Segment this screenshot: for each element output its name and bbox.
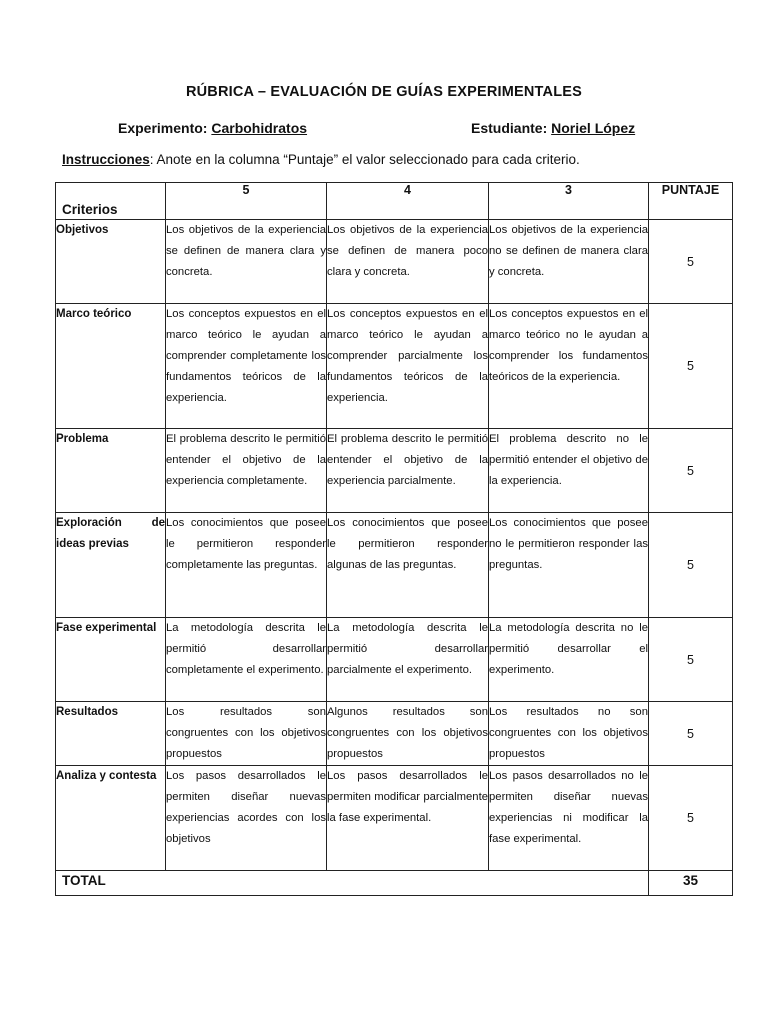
level-3-cell: Los objetivos de la experiencia no se definen de manera clara y concreta.: [489, 220, 649, 304]
instructions-label: Instrucciones: [62, 152, 150, 167]
criterion-cell: Analiza y contesta: [56, 766, 166, 871]
table-row: [56, 766, 733, 871]
criterion-cell: Exploración de ideas previas: [56, 513, 166, 618]
level-5-cell: Los objetivos de la experiencia se definen de manera clara y concreta.: [166, 220, 327, 304]
level-3-cell: Los conocimientos que posee no le permitieron responder las preguntas.: [489, 513, 649, 618]
table-row: [56, 618, 733, 702]
total-value: 35: [649, 871, 733, 896]
student-label: Estudiante:: [471, 120, 548, 136]
header-puntaje: PUNTAJE: [649, 183, 733, 220]
score-cell: 5: [649, 766, 733, 871]
table-row: [56, 702, 733, 766]
header-criterios: Criterios: [56, 183, 166, 220]
rubric-table: [55, 182, 733, 896]
score-cell: 5: [649, 513, 733, 618]
experiment-value: Carbohidratos: [211, 120, 308, 136]
level-3-cell: La metodología descrita no le permitió desarrollar el experimento.: [489, 618, 649, 702]
table-header-row: [56, 183, 733, 220]
instructions-text: : Anote en la columna “Puntaje” el valor seleccionado para cada criterio.: [149, 152, 580, 167]
level-4-cell: El problema descrito le permitió entender el objetivo de la experiencia parcialmente.: [327, 429, 489, 513]
experiment-label: Experimento:: [118, 120, 208, 136]
level-3-cell: El problema descrito no le permitió entender el objetivo de la experiencia.: [489, 429, 649, 513]
level-3-cell: Los conceptos expuestos en el marco teórico no le ayudan a comprender los fundamentos teóricos de la experiencia.: [489, 304, 649, 429]
score-cell: 5: [649, 429, 733, 513]
table-row: [56, 304, 733, 429]
instructions-line: [62, 152, 580, 167]
level-4-cell: La metodología descrita le permitió desarrollar parcialmente el experimento.: [327, 618, 489, 702]
level-4-cell: Los conceptos expuestos en el marco teórico le ayudan a comprender parcialmente los fundamentos teóricos de la experiencia.: [327, 304, 489, 429]
header-level-4: 4: [327, 183, 489, 220]
level-5-cell: El problema descrito le permitió entender el objetivo de la experiencia completamente.: [166, 429, 327, 513]
header-level-3: 3: [489, 183, 649, 220]
student-value: Noriel López: [551, 120, 636, 136]
level-5-cell: Los pasos desarrollados le permiten diseñar nuevas experiencias acordes con los objetivos: [166, 766, 327, 871]
level-4-cell: Los objetivos de la experiencia se definen de manera poco clara y concreta.: [327, 220, 489, 304]
level-5-cell: La metodología descrita le permitió desarrollar completamente el experimento.: [166, 618, 327, 702]
criterion-cell: Resultados: [56, 702, 166, 766]
experiment-line: [118, 120, 307, 136]
total-row: [56, 871, 733, 896]
level-4-cell: Algunos resultados son congruentes con los objetivos propuestos: [327, 702, 489, 766]
criterion-cell: Problema: [56, 429, 166, 513]
level-5-cell: Los conceptos expuestos en el marco teórico le ayudan a comprender completamente los fundamentos teóricos de la experiencia.: [166, 304, 327, 429]
criterion-cell: Objetivos: [56, 220, 166, 304]
student-line: [471, 120, 635, 136]
criterion-cell: Marco teórico: [56, 304, 166, 429]
level-3-cell: Los resultados no son congruentes con los objetivos propuestos: [489, 702, 649, 766]
total-label: TOTAL: [56, 871, 649, 896]
level-3-cell: Los pasos desarrollados no le permiten diseñar nuevas experiencias ni modificar la fase experimental.: [489, 766, 649, 871]
criterion-cell: Fase experimental: [56, 618, 166, 702]
level-5-cell: Los conocimientos que posee le permitieron responder completamente las preguntas.: [166, 513, 327, 618]
table-row: [56, 220, 733, 304]
score-cell: 5: [649, 220, 733, 304]
header-level-5: 5: [166, 183, 327, 220]
document-title: RÚBRICA – EVALUACIÓN DE GUÍAS EXPERIMENTALES: [185, 84, 583, 100]
score-cell: 5: [649, 304, 733, 429]
table-row: [56, 429, 733, 513]
level-4-cell: Los conocimientos que posee le permitieron responder algunas de las preguntas.: [327, 513, 489, 618]
level-5-cell: Los resultados son congruentes con los objetivos propuestos: [166, 702, 327, 766]
table-row: [56, 513, 733, 618]
score-cell: 5: [649, 702, 733, 766]
level-4-cell: Los pasos desarrollados le permiten modificar parcialmente la fase experimental.: [327, 766, 489, 871]
score-cell: 5: [649, 618, 733, 702]
